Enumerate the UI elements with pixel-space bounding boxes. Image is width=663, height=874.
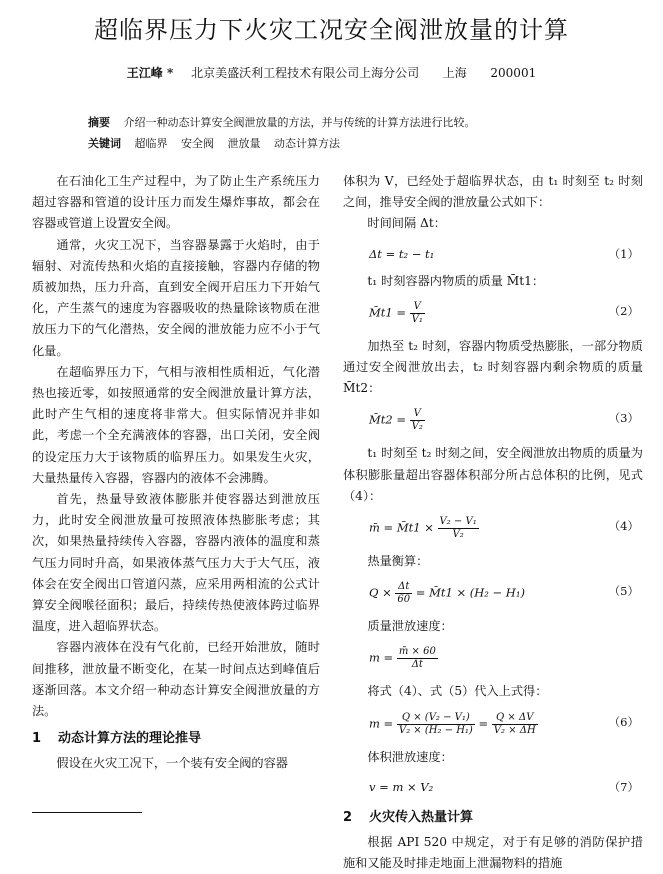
equation-lhs: M̄t2 = bbox=[369, 412, 407, 427]
body-paragraph: 通常，火灾工况下，当容器暴露于火焰时，由于辐射、对流传热和火焰的直接接触，容器内存储的物质被加热，压力升高，直到安全阀开启压力下开始气化，产生蒸气的速度为容器吸收的热量除该物质在泄放压力下的气化潜热，安全阀的泄放能力应不小于气化量。 bbox=[32, 237, 320, 358]
equation-label: 将式（4）、式（5）代入上式得： bbox=[367, 684, 548, 699]
denominator: 60 bbox=[397, 594, 411, 606]
section-heading bbox=[32, 728, 320, 749]
numerator: V bbox=[410, 301, 425, 314]
abstract-text: 介绍一种动态计算安全阀泄放量的方法，并与传统的计算方法进行比较。 bbox=[123, 116, 476, 129]
abstract-label: 摘要 bbox=[88, 116, 110, 129]
equation-4 bbox=[343, 510, 643, 548]
body-paragraph: 容器内液体在没有气化前，已经开始泄放，随时间推移，泄放量不断变化，在某一时间点达到峰值后逐渐回落。本文介绍一种动态计算安全阀泄放量的方法。 bbox=[32, 640, 320, 719]
numerator: Q × (V₂ − V₁) bbox=[397, 712, 475, 725]
equation-label: t₁ 时刻容器内物质的质量 M̄t1： bbox=[367, 273, 545, 288]
author-name: 王江峰 * bbox=[126, 66, 174, 80]
body-paragraph: 体积为 V，已经处于超临界状态，由 t₁ 时刻至 t₂ 时刻之间，推导安全阀的泄放量公式如下： bbox=[343, 174, 643, 210]
equation-2 bbox=[343, 295, 643, 333]
fraction bbox=[397, 712, 475, 737]
section-title: 动态计算方法的理论推导 bbox=[58, 731, 202, 747]
body-paragraph: t₁ 时刻至 t₂ 时刻之间，安全阀泄放出物质的质量为体积膨胀量超出容器体积部分所占总体积的比例，见式（4）： bbox=[343, 446, 643, 503]
denominator: Δt bbox=[411, 659, 423, 671]
fraction bbox=[492, 712, 538, 737]
section-heading bbox=[343, 807, 643, 828]
equation-6 bbox=[343, 706, 643, 744]
equation-pre: Q × bbox=[369, 585, 392, 600]
abstract bbox=[88, 114, 476, 130]
right-column bbox=[343, 171, 643, 874]
keywords-label: 关键词 bbox=[88, 137, 121, 150]
equation-lhs: m = bbox=[369, 716, 394, 731]
numerator: m̄ × 60 bbox=[398, 646, 436, 658]
fraction bbox=[397, 646, 438, 671]
equation-5 bbox=[343, 575, 643, 613]
keyword: 超临界 bbox=[134, 137, 168, 150]
denominator: V₂ bbox=[452, 529, 464, 541]
section-number: 2 bbox=[343, 809, 353, 825]
body-paragraph: 根据 API 520 中规定，对于有足够的消防保护措施和又能及时排走地面上泄漏物料的措施 bbox=[343, 835, 643, 871]
fraction bbox=[410, 408, 425, 433]
equation-lhs: m̄ = M̄t1 × bbox=[369, 520, 434, 535]
equation-body: v = m × V₂ bbox=[369, 779, 434, 794]
numerator: Q × ΔV bbox=[492, 712, 538, 725]
postcode: 200001 bbox=[490, 66, 537, 80]
city: 上海 bbox=[442, 66, 467, 80]
paper-title: 超临界压力下火灾工况安全阀泄放量的计算 bbox=[94, 16, 569, 44]
section-title: 火灾传入热量计算 bbox=[369, 809, 474, 825]
footnote-rule bbox=[32, 812, 142, 813]
numerator: Δt bbox=[395, 581, 412, 594]
equation-label: 质量泄放速度： bbox=[367, 619, 453, 634]
denominator: V₂ × (H₂ − H₁) bbox=[398, 724, 473, 736]
equation-lhs: m = bbox=[369, 650, 394, 665]
body-paragraph: 假设在火灾工况下，一个装有安全阀的容器 bbox=[56, 756, 288, 771]
equation-number: （5） bbox=[608, 584, 639, 599]
body-paragraph: 首先，热量导致液体膨胀并使容器达到泄放压力，此时安全阀泄放量可按照液体热膨胀考虑；其次，如果热量持续传入容器，容器内液体的温度和蒸气压力同时升高，如果液体蒸气压力大于大气压，液体会在安全阀出口管道闪蒸，应采用两相流的公式计算安全阀喉径面积；最后，持续传热使液体跨过临界温度，进入超临界状态。 bbox=[32, 492, 320, 634]
equation-label: 热量衡算： bbox=[367, 554, 429, 569]
equation-equals: = bbox=[478, 716, 489, 731]
keyword: 泄放量 bbox=[227, 137, 261, 150]
denominator: V₁ bbox=[411, 313, 423, 325]
fraction bbox=[410, 301, 425, 326]
body-paragraph: 加热至 t₂ 时刻，容器内物质受热膨胀，一部分物质通过安全阀泄放出去，t₂ 时刻容器内剩余物质的质量 M̄t2： bbox=[343, 338, 643, 396]
equation-1 bbox=[343, 238, 643, 268]
equation-number: （1） bbox=[608, 246, 639, 261]
section-number: 1 bbox=[32, 731, 42, 747]
equation-number: （6） bbox=[608, 714, 639, 729]
body-paragraph: 在石油化工生产过程中，为了防止生产系统压力超过容器和管道的设计压力而发生爆炸事故，都会在容器或管道上设置安全阀。 bbox=[32, 174, 320, 231]
equation-3 bbox=[343, 402, 643, 440]
keywords bbox=[88, 135, 350, 151]
equation-7 bbox=[343, 771, 643, 801]
equation-post: = M̄t1 × (H₂ − H₁) bbox=[415, 585, 525, 600]
equation-label: 体积泄放速度： bbox=[367, 749, 453, 764]
keyword: 动态计算方法 bbox=[274, 137, 340, 150]
numerator: V₂ − V₁ bbox=[439, 516, 477, 528]
equation-number: （3） bbox=[608, 411, 639, 426]
equation-number: （4） bbox=[608, 519, 639, 534]
fraction bbox=[395, 581, 412, 606]
left-column bbox=[32, 171, 320, 775]
equation-label: 时间间隔 Δt： bbox=[367, 216, 446, 231]
affiliation: 北京美盛沃利工程技术有限公司上海分公司 bbox=[191, 66, 420, 80]
fraction bbox=[438, 516, 479, 541]
denominator: V₂ bbox=[411, 421, 423, 433]
equation-number: （2） bbox=[608, 303, 639, 318]
numerator: V bbox=[410, 408, 425, 421]
equation-body: Δt = t₂ − t₁ bbox=[369, 246, 435, 261]
equation-lhs: M̄t1 = bbox=[369, 305, 407, 320]
equation-number: （7） bbox=[608, 779, 639, 794]
keyword: 安全阀 bbox=[181, 137, 214, 150]
equation-massrate bbox=[343, 640, 643, 678]
denominator: V₂ × ΔH bbox=[493, 724, 536, 736]
author-line bbox=[0, 64, 663, 81]
body-paragraph: 在超临界压力下，气相与液相性质相近，气化潜热也接近零，如按照通常的安全阀泄放量计算方法，此时产生气相的速度将非常大。但实际情况并非如此，考虑一个全充满液体的容器，出口关闭，安全阀的设定压力大于该物质的临界压力。如果发生火灾，大量热量传入容器，容器内的液体不会沸腾。 bbox=[32, 364, 320, 485]
